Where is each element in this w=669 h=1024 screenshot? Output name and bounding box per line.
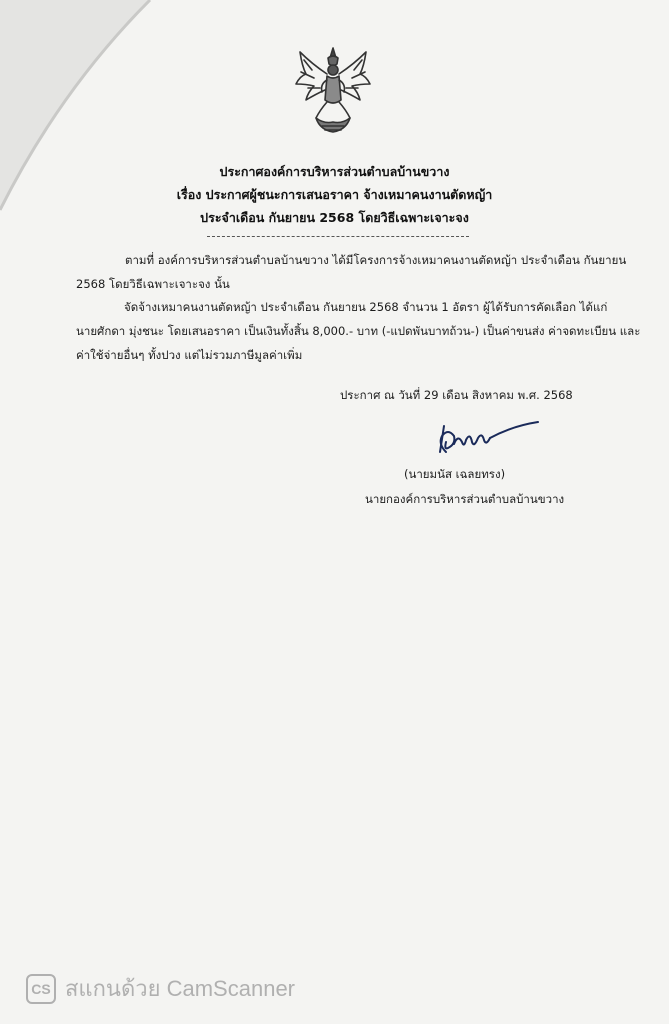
period-heading: ประจำเดือน กันยายน 2568 โดยวิธีเฉพาะเจาะจง: [200, 210, 469, 225]
handwritten-signature: [432, 418, 542, 458]
subject-heading: เรื่อง ประกาศผู้ชนะการเสนอราคา จ้างเหมาคนงานตัดหญ้า: [176, 187, 493, 202]
announcement-date: ประกาศ ณ วันที่ 29 เดือน สิงหาคม พ.ศ. 2568: [340, 388, 573, 402]
watermark-text: สแกนด้วย CamScanner: [65, 976, 296, 1001]
signer-name: (นายมนัส เฉลยทรง): [404, 467, 506, 481]
announcement-heading: ประกาศองค์การบริหารส่วนตำบลบ้านขวาง: [219, 164, 450, 179]
paragraph-1-line-1: ตามที่ องค์การบริหารส่วนตำบลบ้านขวาง ได้มีโครงการจ้างเหมาคนงานตัดหญ้า ประจำเดือน กันยายน: [125, 253, 627, 267]
signer-title: นายกองค์การบริหารส่วนตำบลบ้านขวาง: [365, 492, 565, 506]
paragraph-2-line-1: จัดจ้างเหมาคนงานตัดหญ้า ประจำเดือน กันยายน 2568 จำนวน 1 อัตรา ผู้ได้รับการคัดเลือก ได้แก่: [124, 300, 608, 314]
paragraph-2-line-3: ค่าใช้จ่ายอื่นๆ ทั้งปวง แต่ไม่รวมภาษีมูลค่าเพิ่ม: [76, 348, 303, 362]
paragraph-1-line-2: 2568 โดยวิธีเฉพาะเจาะจง นั้น: [76, 277, 230, 291]
camscanner-watermark: [26, 971, 295, 1006]
dashed-divider: [207, 236, 469, 237]
camscanner-logo-icon: CS: [26, 974, 56, 1004]
paragraph-2-line-2: นายศักดา มุ่งชนะ โดยเสนอราคา เป็นเงินทั้งสิ้น 8,000.- บาท (-แปดพันบาทถ้วน-) เป็นค่าขนส่ง ค่าจดทะเบียน และ: [76, 324, 641, 338]
garuda-emblem-icon: [292, 44, 374, 136]
